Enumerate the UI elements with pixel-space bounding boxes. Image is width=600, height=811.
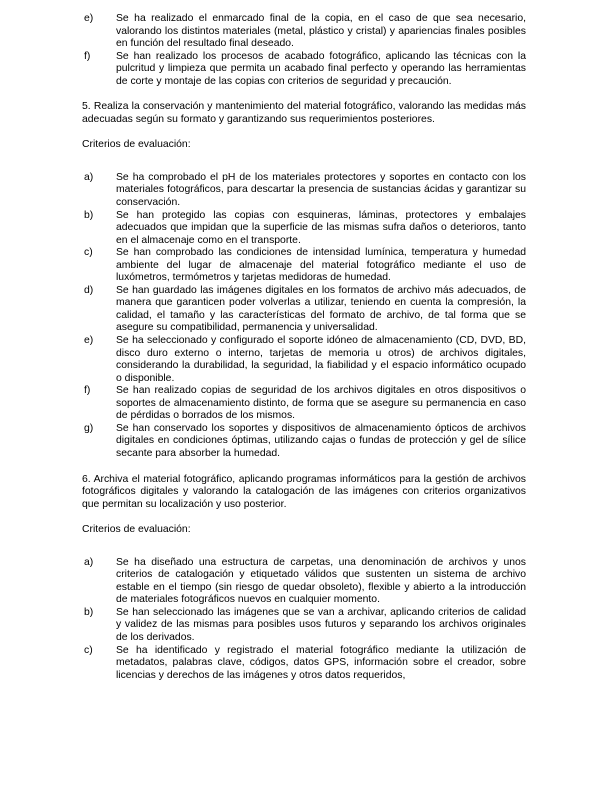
list-item [84,50,526,89]
item-text: Se han realizado copias de seguridad de los archivos digitales en otros dispositivos o soportes de almacenamiento distinto, de forma que se asegure su permanencia en caso de pérdidas o borrados de los mismos. [116,385,526,422]
list-item [84,209,526,248]
item-letter: c) [84,247,93,259]
list-item [84,247,526,285]
list-item [84,606,526,645]
list-item [84,171,526,210]
item-letter: a) [84,171,94,183]
list-item [84,13,526,51]
item-text: Se ha comprobado el pH de los materiales protectores y soportes en contacto con los materiales fotográficos, para descartar la presencia de sustancias ácidas y garantizar su conservación. [116,171,526,209]
section-6-heading: 6. Archiva el material fotográfico, aplicando programas informáticos para la gestión de archivos fotográficos digitales y valorando la catalogación de las imágenes con criterios organizativos que permitan su localización y uso posterior. [82,473,526,510]
document-page [82,13,526,682]
item-letter: e) [84,335,94,347]
section-5-heading: 5. Realiza la conservación y mantenimiento del material fotográfico, valorando las medidas más adecuadas según su formato y garantizando sus requerimientos posteriores. [82,101,526,125]
item-text: Se ha seleccionado y configurado el soporte idóneo de almacenamiento (CD, DVD, BD, disco duro externo o interno, tarjetas de memoria u otros) de archivos digitales, considerando la durabilidad, la seguridad, la fiabilidad y el espacio informático ocupado o disponible. [116,335,526,384]
section-6-criteria-label: Criterios de evaluación: [82,524,191,536]
item-letter: d) [84,284,94,296]
item-letter: e) [84,13,94,24]
item-text: Se han seleccionado las imágenes que se van a archivar, aplicando criterios de calidad y validez de las mismas para posibles usos futuros y separando los archivos originales de los derivados. [116,606,526,643]
item-text: Se ha realizado el enmarcado final de la copia, en el caso de que sea necesario, valorando los distintos materiales (metal, plástico y cristal) y apariencias finales posibles en función del resultado final deseado. [116,13,526,50]
section-6-criteria-list [82,557,526,682]
item-text: Se han guardado las imágenes digitales en los formatos de archivo más adecuados, de manera que garanticen poder volverlas a utilizar, teniendo en cuenta la compresión, la calidad, el tamaño y las características del formato de archivo, de tal forma que se asegure su compatibilidad, permanencia y universalidad. [116,284,526,334]
item-letter: b) [84,606,94,618]
section-5-criteria-list [82,172,526,461]
item-text: Se han realizado los procesos de acabado fotográfico, aplicando las técnicas con la pulcritud y limpieza que permita un acabado final perfecto y operando las herramientas de corte y montaje de las copias con criterios de seguridad y precaución. [116,50,526,87]
list-item [84,422,526,461]
list-item [84,556,526,607]
item-letter: a) [84,556,94,568]
item-text: Se han conservado los soportes y dispositivos de almacenamiento ópticos de archivos digitales en condiciones óptimas, utilizando cajas o fundas de protección y gel de sílice secante para absorber la humedad. [116,422,526,459]
section-5-criteria-label: Criterios de evaluación: [82,139,191,151]
item-letter: f) [84,385,91,397]
list-item [84,644,526,683]
list-item [84,385,526,423]
section-4-criteria-list [82,13,526,88]
list-item [84,335,526,385]
item-text: Se ha identificado y registrado el material fotográfico mediante la utilización de metadatos, palabras clave, códigos, datos GPS, información sobre el creador, sobre licencias y derechos de las imágenes y otros datos requeridos, [116,644,526,681]
item-letter: b) [84,209,94,221]
item-letter: f) [84,50,91,62]
item-letter: g) [84,422,94,434]
item-letter: c) [84,644,93,656]
list-item [84,284,526,335]
item-text: Se han comprobado las condiciones de intensidad lumínica, temperatura y humedad ambiente del lugar de almacenaje del material fotográfico mediante el uso de luxómetros, termómetros y tarjetas medidoras de humedad. [116,247,526,284]
item-text: Se ha diseñado una estructura de carpetas, una denominación de archivos y unos criterios de catalogación y etiquetado válidos que sustenten un sistema de archivo estable en el tiempo (sin riesgo de quedar obsoleto), flexible y abierto a la introducción de materiales fotográficos nuevos en cualquier momento. [116,556,526,606]
item-text: Se han protegido las copias con esquineras, láminas, protectores y embalajes adecuados que impidan que la superficie de las mismas sufra daños o deterioros, tanto en el almacenaje como en el transporte. [116,209,526,246]
